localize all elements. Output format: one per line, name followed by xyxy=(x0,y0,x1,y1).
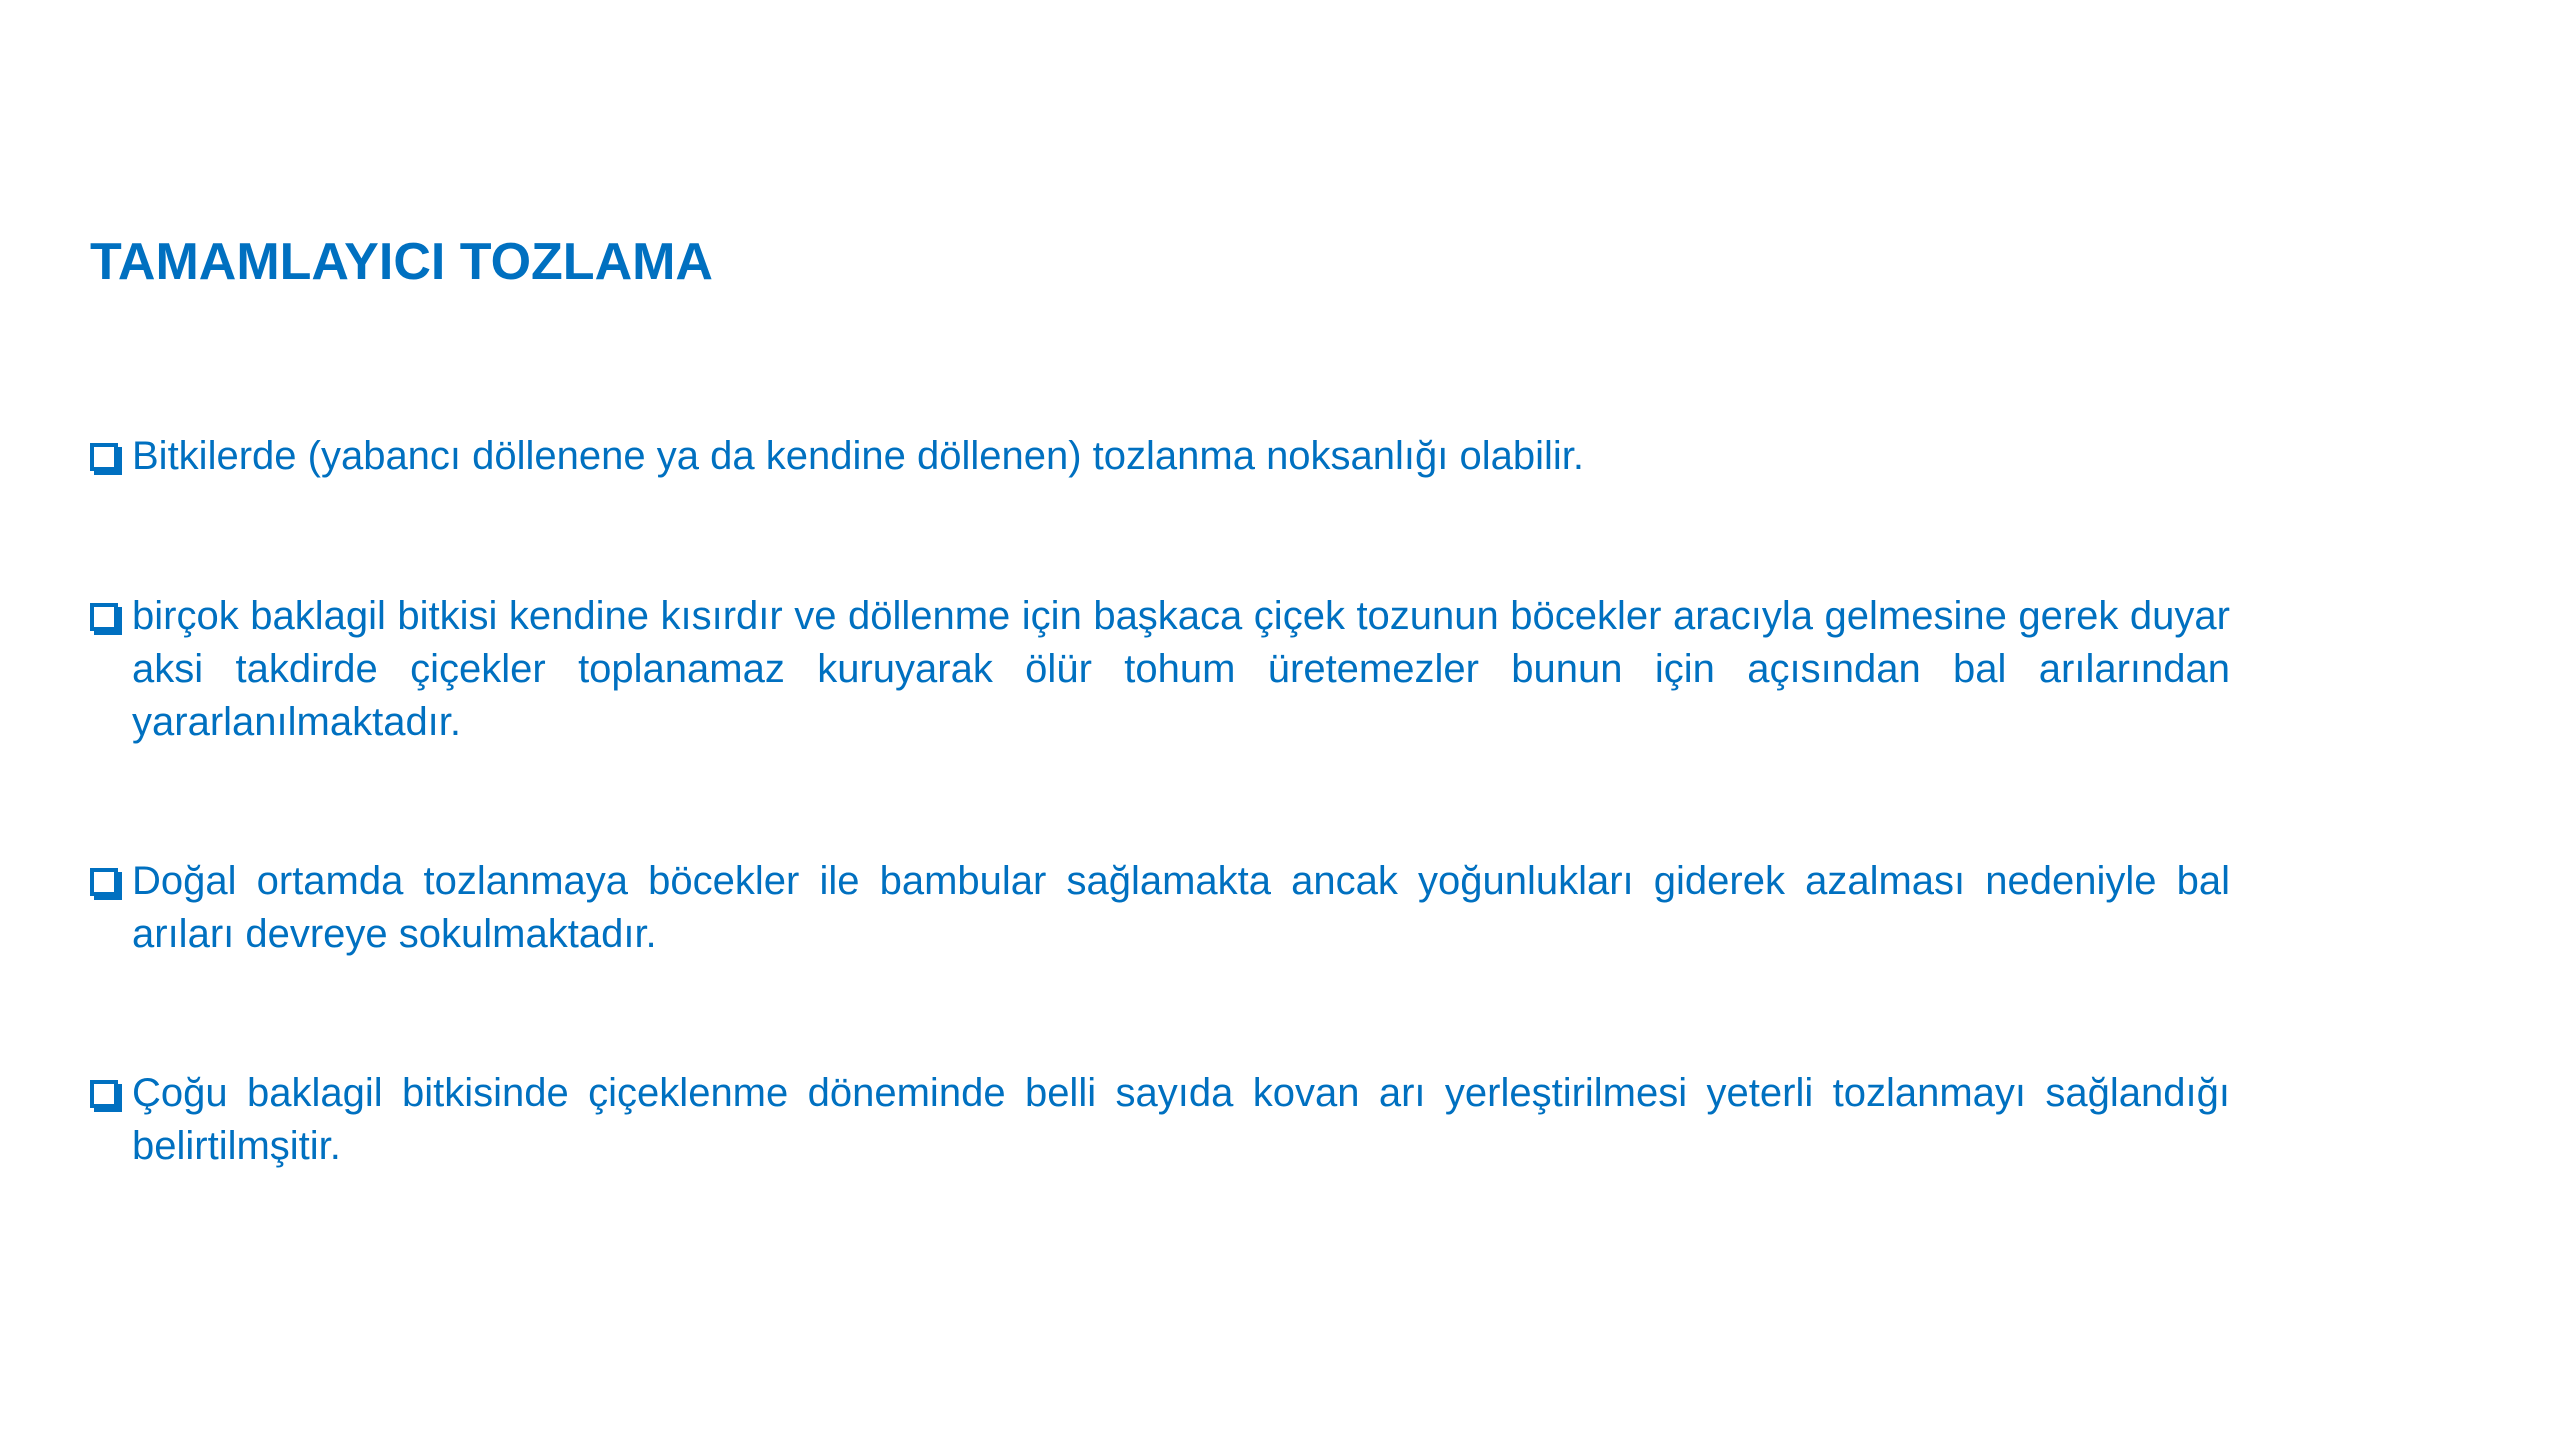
checkbox-square-icon xyxy=(90,868,118,896)
checkbox-square-icon xyxy=(90,1080,118,1108)
checkbox-square-icon xyxy=(90,443,118,471)
bullet-item-3 xyxy=(90,855,2230,961)
checkbox-square-icon xyxy=(90,603,118,631)
bullet-text: Bitkilerde (yabancı döllenene ya da kendine döllenen) tozlanma noksanlığı olabilir. xyxy=(132,434,1585,478)
slide-title: TAMAMLAYICI TOZLAMA xyxy=(90,233,713,291)
bullet-text: Çoğu baklagil bitkisinde çiçeklenme döneminde belli sayıda kovan arı yerleştirilmesi yeterli tozlanmayı sağlandığı belirtilmşitir. xyxy=(132,1071,2230,1168)
bullet-item-4 xyxy=(90,1067,2230,1173)
bullet-item-1 xyxy=(90,430,2230,483)
bullet-text: birçok baklagil bitkisi kendine kısırdır ve döllenme için başkaca çiçek tozunun böcekler aracıyla gelmesine gerek duyar aksi takdirde çiçekler toplanamaz kuruyarak ölür tohum üretemezler bunun için açısından bal arılarından yararlanılmaktadır. xyxy=(132,594,2230,744)
bullet-text: Doğal ortamda tozlanmaya böcekler ile bambular sağlamakta ancak yoğunlukları giderek azalması nedeniyle bal arıları devreye sokulmaktadır. xyxy=(132,859,2230,956)
bullet-item-2 xyxy=(90,590,2230,749)
